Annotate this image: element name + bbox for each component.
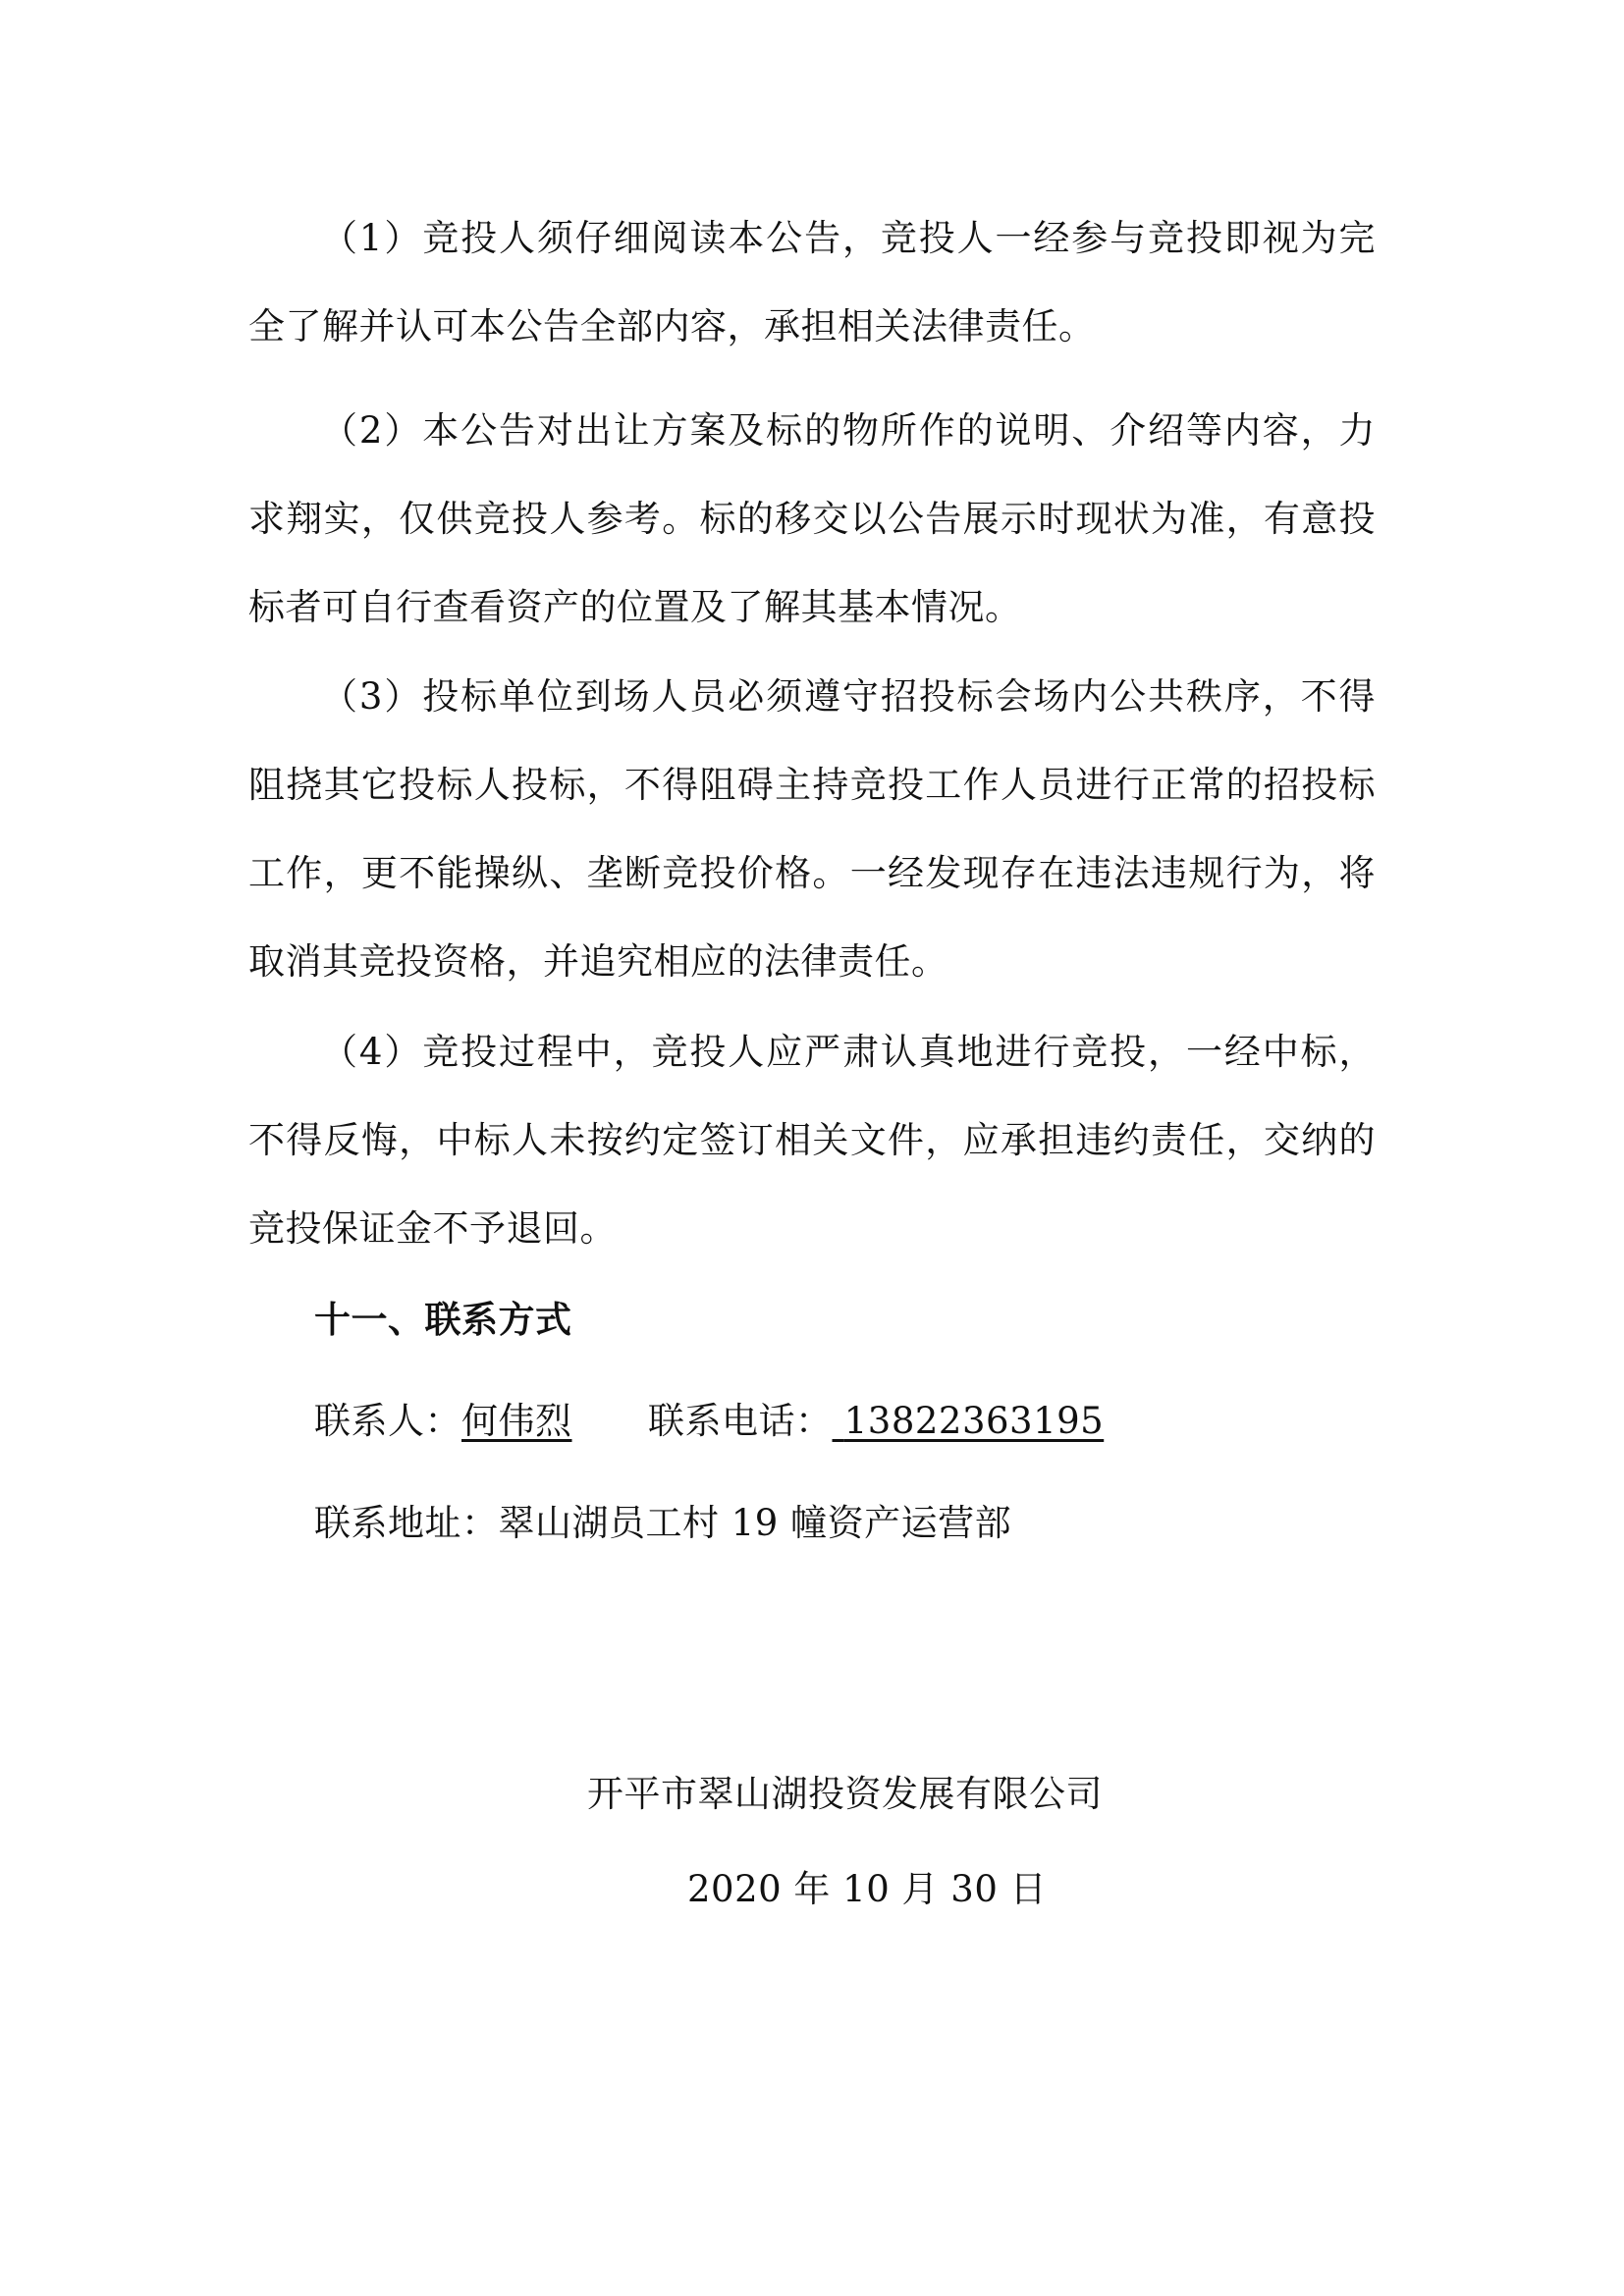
section-heading-contact: 十一、联系方式 xyxy=(314,1299,572,1341)
contact-phone-value xyxy=(833,1392,1105,1451)
contact-person-value: 何伟烈 xyxy=(461,1400,572,1442)
contact-person-label: 联系人： xyxy=(314,1400,461,1442)
contact-phone-label: 联系电话： xyxy=(648,1400,833,1442)
clause-4-paragraph: （4）竞投过程中，竞投人应严肃认真地进行竞投，一经中标，不得反悔，中标人未按约定签订相关文件，应承担违约责任，交纳的竞投保证金不予退回。 xyxy=(248,1031,1376,1250)
contact-address-value: 翠山湖员工村 19 幢资产运营部 xyxy=(498,1502,1012,1544)
signature-company: 开平市翠山湖投资发展有限公司 xyxy=(587,1773,1103,1815)
clause-2-paragraph: （2）本公告对出让方案及标的物所作的说明、介绍等内容，力求翔实，仅供竞投人参考。标的移交以公告展示时现状为准，有意投标者可自行查看资产的位置及了解其基本情况。 xyxy=(248,409,1376,628)
contact-address-line xyxy=(314,1494,1011,1553)
signature-date: 2020 年 10 月 30 日 xyxy=(687,1868,1048,1910)
contact-phone-number: 13822363195 xyxy=(843,1400,1105,1442)
clause-3-paragraph: （3）投标单位到场人员必须遵守招投标会场内公共秩序，不得阻挠其它投标人投标，不得阻碍主持竞投工作人员进行正常的招投标工作，更不能操纵、垄断竞投价格。一经发现存在违法违规行为，将取消其竞投资格，并追究相应的法律责任。 xyxy=(248,675,1376,983)
clause-1-paragraph: （1）竞投人须仔细阅读本公告，竞投人一经参与竞投即视为完全了解并认可本公告全部内容，承担相关法律责任。 xyxy=(248,217,1376,347)
contact-line xyxy=(314,1392,1104,1451)
contact-address-label: 联系地址： xyxy=(314,1502,499,1544)
